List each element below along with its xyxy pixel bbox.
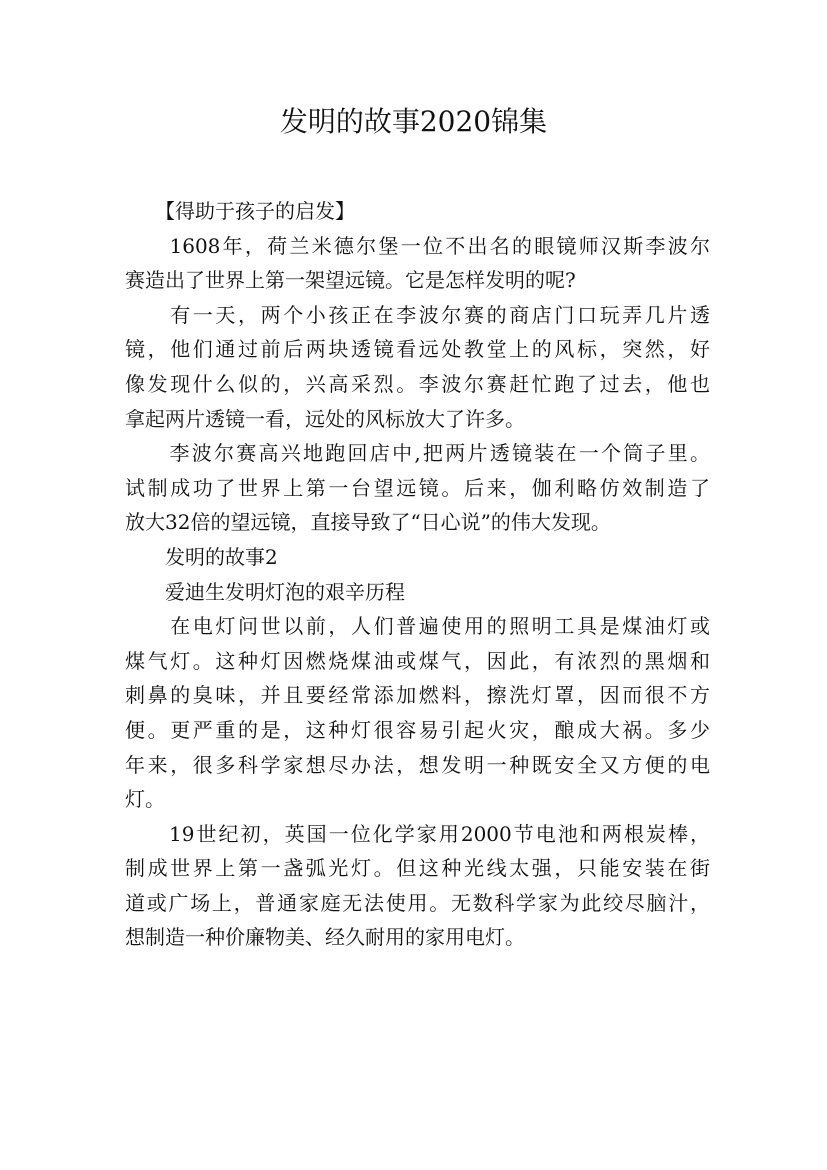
- paragraph-line: 想制造一种价廉物美、经久耐用的家用电灯。: [125, 925, 525, 950]
- paragraph-line: 试制成功了世界上第一台望远镜。后来，伽利略仿效制造了: [125, 475, 710, 500]
- paragraph-line: 像发现什么似的，兴高采烈。李波尔赛赶忙跑了过去，他也: [125, 371, 710, 396]
- paragraph-line: 19世纪初，英国一位化学家用2000节电池和两根炭棒，: [125, 821, 710, 846]
- paragraph-line: 年来，很多科学家想尽办法，想发明一种既安全又方便的电: [125, 752, 710, 777]
- paragraph-line: 在电灯问世以前，人们普遍使用的照明工具是煤油灯或: [125, 614, 710, 639]
- paragraph-line: 赛造出了世界上第一架望远镜。它是怎样发明的呢?: [125, 268, 576, 293]
- paragraph-line: 刺鼻的臭味，并且要经常添加燃料，擦洗灯罩，因而很不方: [125, 683, 710, 708]
- paragraph-line: 道或广场上，普通家庭无法使用。无数科学家为此绞尽脑汁，: [125, 890, 710, 915]
- section-heading: 爱迪生发明灯泡的艰辛历程: [125, 579, 405, 604]
- paragraph-line: 灯。: [125, 787, 165, 812]
- paragraph-line: 便。更严重的是，这种灯很容易引起火灾，酿成大祸。多少: [125, 717, 710, 742]
- paragraph-line: 有一天，两个小孩正在李波尔赛的商店门口玩弄几片透: [125, 302, 710, 327]
- paragraph-line: 1608年，荷兰米德尔堡一位不出名的眼镜师汉斯李波尔: [125, 233, 710, 258]
- paragraph-line: 煤气灯。这种灯因燃烧煤油或煤气，因此，有浓烈的黑烟和: [125, 648, 710, 673]
- paragraph-line: 制成世界上第一盏弧光灯。但这种光线太强，只能安装在街: [125, 856, 710, 881]
- section-heading: 【得助于孩子的启发】: [125, 199, 355, 223]
- document-title: 发明的故事2020锦集: [279, 105, 548, 138]
- section-heading: 发明的故事2: [125, 544, 278, 569]
- document-body: [125, 194, 710, 955]
- paragraph-line: 李波尔赛高兴地跑回店中,把两片透镜装在一个筒子里。: [125, 441, 710, 466]
- paragraph-line: 拿起两片透镜一看，远处的风标放大了许多。: [125, 406, 525, 431]
- paragraph-line: 放大32倍的望远镜，直接导致了“日心说”的伟大发现。: [125, 510, 611, 535]
- paragraph-line: 镜，他们通过前后两块透镜看远处教堂上的风标，突然，好: [125, 337, 710, 362]
